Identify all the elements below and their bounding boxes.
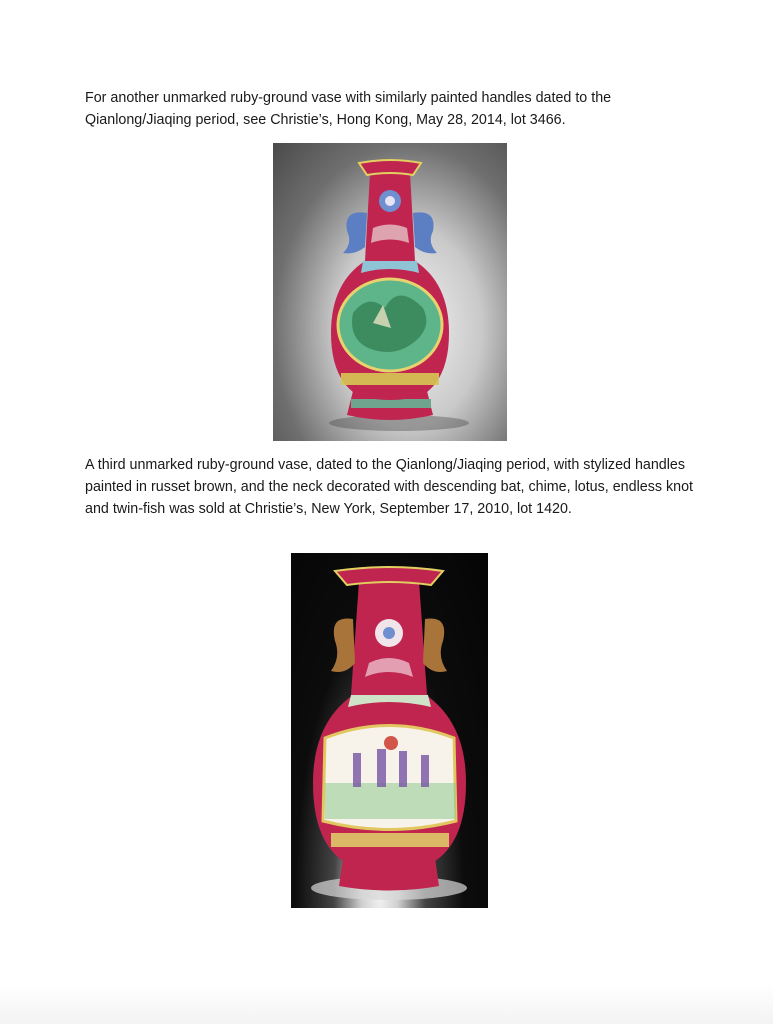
paragraph-second-comparison: A third unmarked ruby-ground vase, dated to the Qianlong/Jiaqing period, with stylized handles painted in russet brown, and the neck decorated with descending bat, chime, lotus, endless knot and twin-fish was sold at Christie’s, New York, September 17, 2010, lot 1420. (85, 457, 693, 517)
vase-photo-new-york (291, 553, 488, 908)
paragraph-first-comparison: For another unmarked ruby-ground vase with similarly painted handles dated to the Qianlong/Jiaqing period, see Christie’s, Hong Kong, May 28, 2014, lot 3466. (85, 90, 612, 128)
ruby-ground-vase-blue-handles-image (273, 143, 507, 441)
vase-photo-hong-kong (273, 143, 507, 441)
ruby-ground-vase-russet-handles-image (291, 553, 488, 908)
page-bottom-edge (0, 984, 773, 1024)
